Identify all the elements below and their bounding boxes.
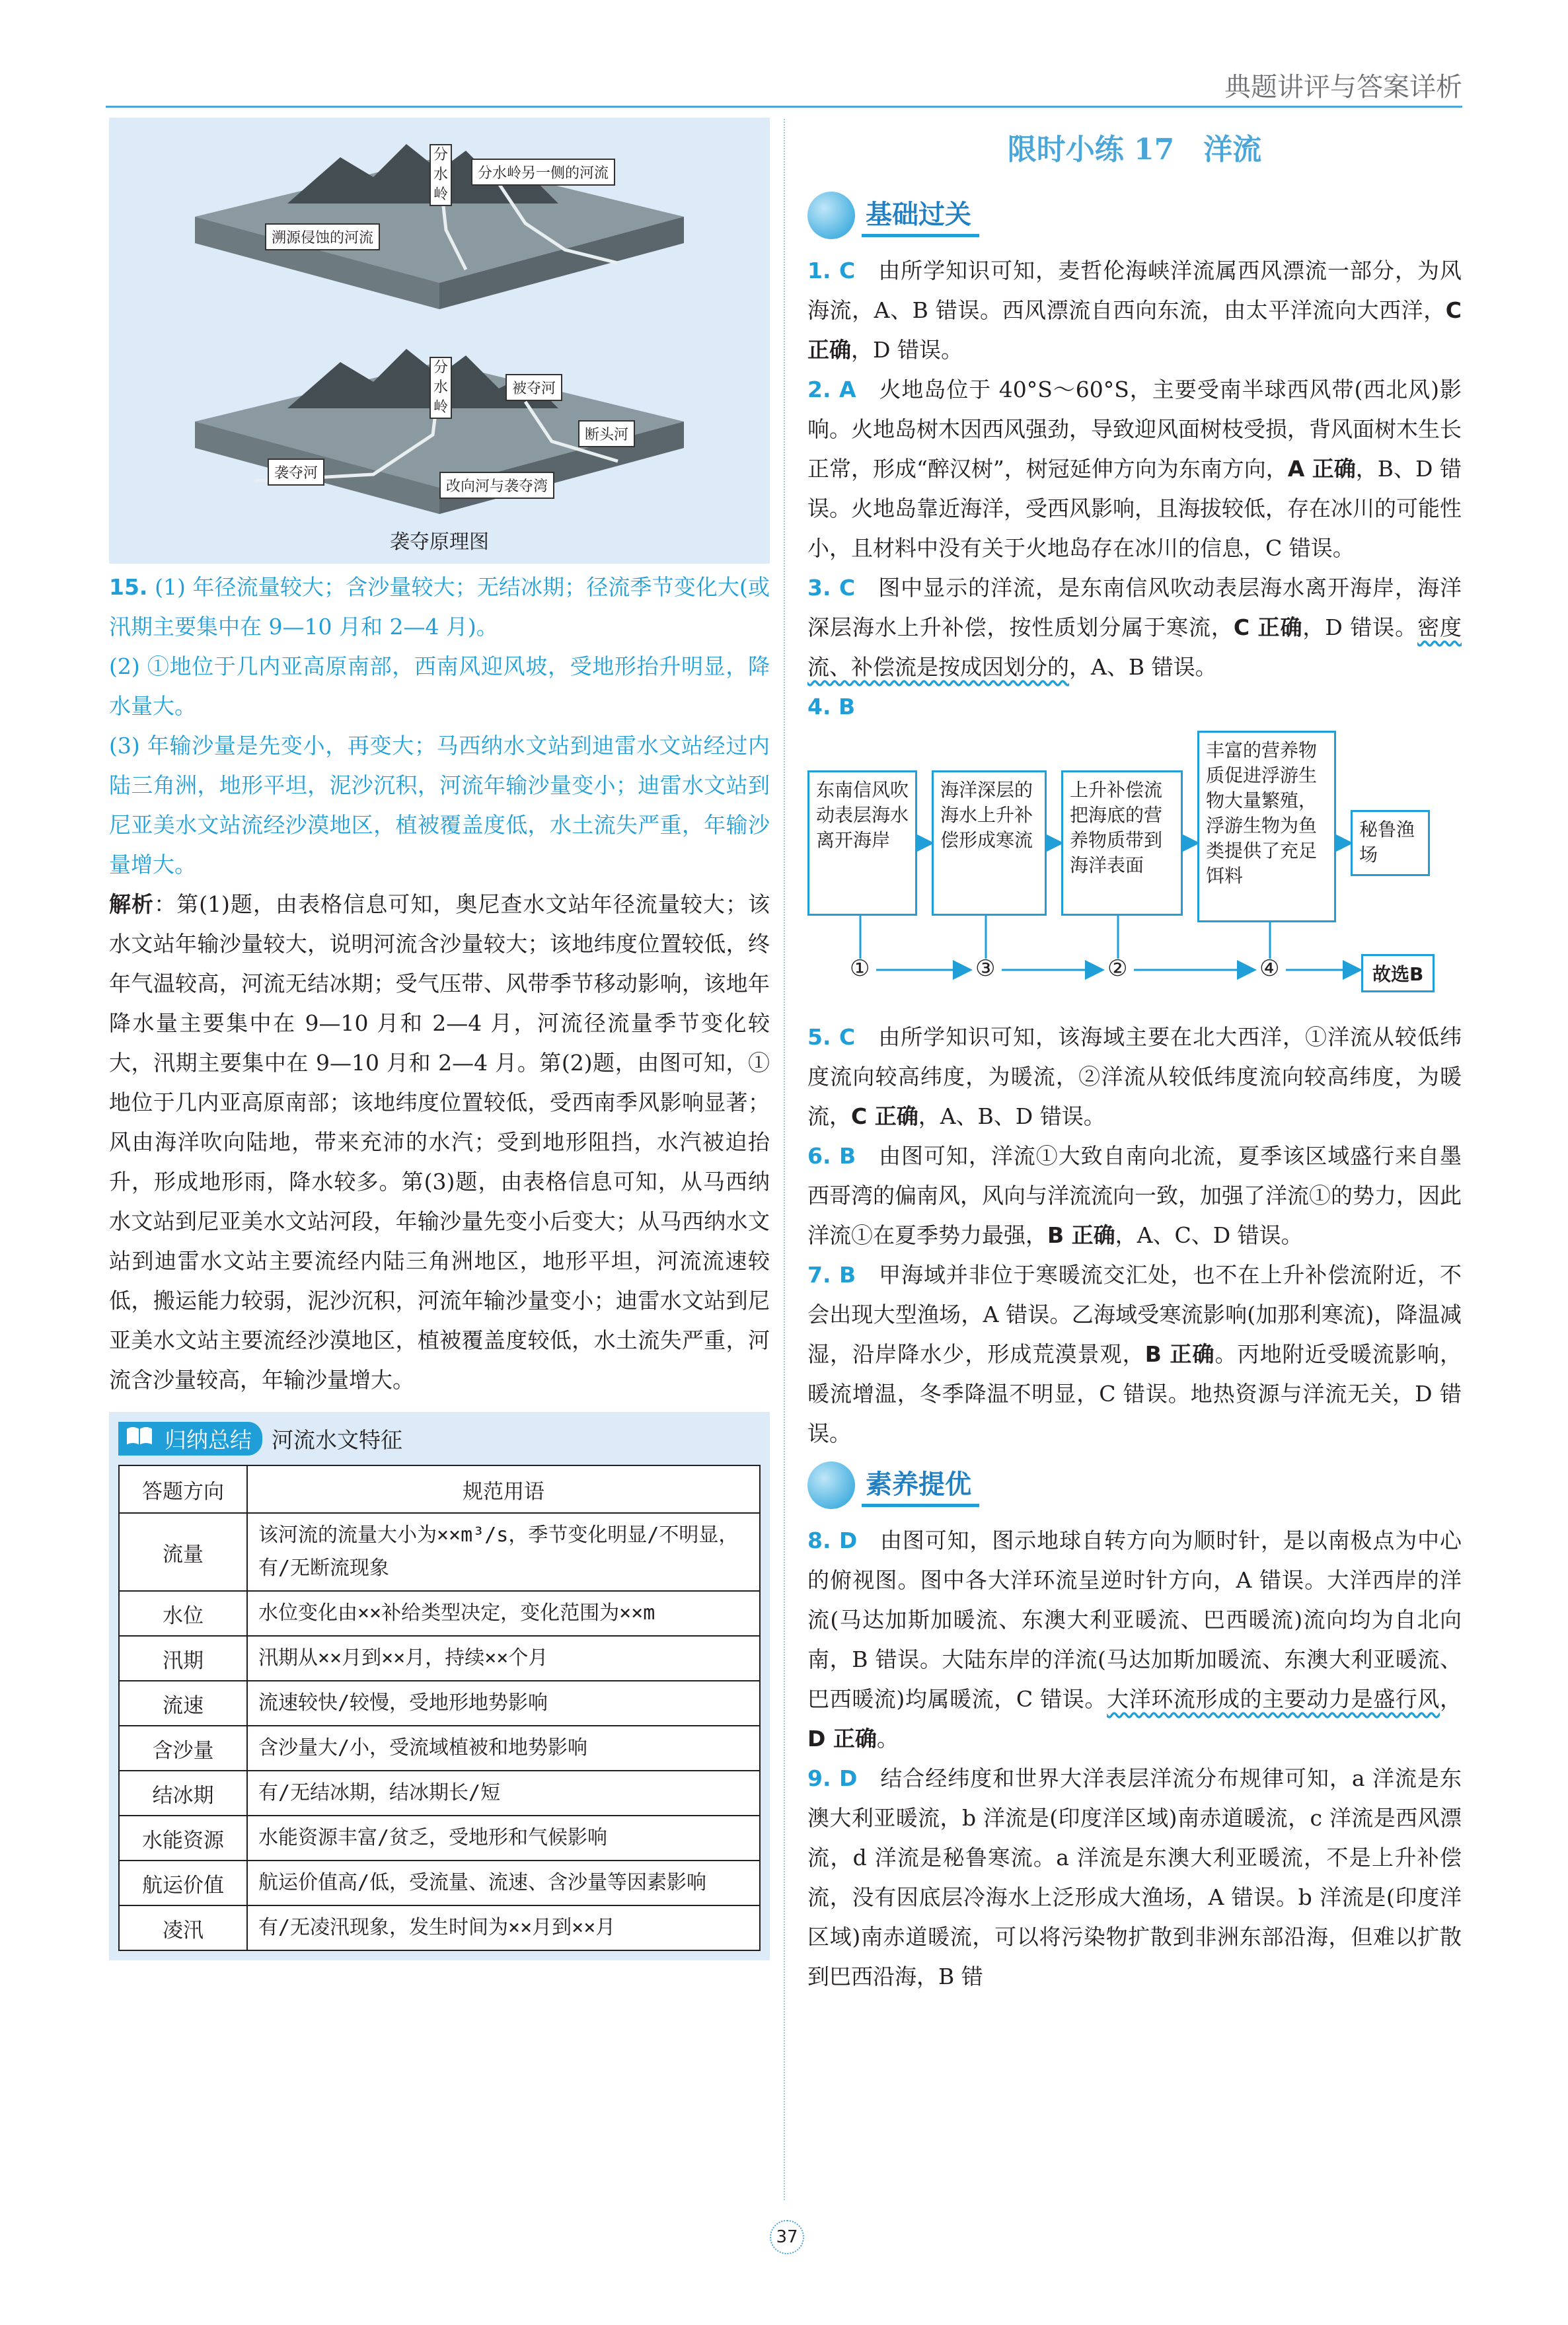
- table-cell-direction: 航运价值: [119, 1861, 247, 1905]
- table-cell-direction: 凌汛: [119, 1905, 247, 1950]
- flow-answer: 故选B: [1361, 954, 1435, 992]
- header-rule: [106, 106, 1462, 108]
- book-icon: [124, 1424, 155, 1448]
- table-cell-direction: 含沙量: [119, 1726, 247, 1771]
- summary-box: [109, 1412, 770, 1960]
- graduation-globe-icon: [807, 1461, 855, 1509]
- answer-4: 4. B: [807, 694, 856, 720]
- table-header-direction: 答题方向: [119, 1465, 247, 1513]
- summary-title: 河流水文特征: [272, 1426, 402, 1453]
- table-row: [119, 1816, 760, 1861]
- flow-num-3: ③: [975, 955, 996, 982]
- table-cell-term: 有/无凌汛现象，发生时间为××月到××月: [247, 1905, 760, 1950]
- table-cell-direction: 汛期: [119, 1636, 247, 1681]
- answer-1: 1. C 由所学知识可知，麦哲伦海峡洋流属西风漂流一部分，为风海流，A、B 错误。西风漂流自西向东流，由太平洋流向大西洋，C 正确，D 错误。: [807, 258, 1462, 363]
- table-header-term: 规范用语: [247, 1465, 760, 1513]
- table-cell-direction: 流量: [119, 1513, 247, 1591]
- column-divider: [784, 119, 785, 2200]
- q15-answer-1: 15. (1) 年径流量较大；含沙量较大；无结冰期；径流季节变化大(或汛期主要集中在 9—10 月和 2—4 月)。: [109, 574, 770, 640]
- label-headward-erosion: 溯源侵蚀的河流: [265, 223, 380, 250]
- block-diagram-before: [155, 131, 724, 309]
- table-cell-term: 有/无结冰期，结冰期长/短: [247, 1771, 760, 1816]
- summary-header: [118, 1419, 761, 1458]
- table-cell-term: 航运价值高/低，受流量、流速、含沙量等因素影响: [247, 1861, 760, 1905]
- table-row: [119, 1861, 760, 1905]
- answer-2: 2. A 火地岛位于 40°S～60°S，主要受南半球西风带(西北风)影响。火地岛树木因西风强劲，导致迎风面树枝受损，背风面树木生长正常，形成“醉汉树”，树冠延伸方向为东南方向，A 正确，B、D 错误。火地岛靠近海洋，受西风影响，且海拔较低，存在冰川的可能性小，且材料中没有关于火地岛存在冰川的信息，C 错误。: [807, 377, 1462, 561]
- flow-step-upwelling: 海洋深层的海水上升补偿形成寒流: [932, 770, 1047, 916]
- q15-answer-3: (3) 年输沙量是先变小，再变大；马西纳水文站到迪雷水文站经过内陆三角洲，地形平坦，泥沙沉积，河流年输沙量变小；迪雷水文站到尼亚美水文站流经沙漠地区，植被覆盖度低，水土流失严重，年输沙量增大。: [109, 733, 770, 877]
- table-row: [119, 1513, 760, 1591]
- flow-diagram: [807, 731, 1462, 1008]
- summary-tag: 归纳总结: [118, 1422, 262, 1456]
- flow-num-1: ①: [850, 955, 870, 982]
- divide-label-bottom: 分 水 岭: [429, 357, 452, 419]
- label-diverted-river: 改向河与袭夺湾: [439, 472, 554, 499]
- answer-7: 7. B 甲海域并非位于寒暖流交汇处，也不在上升补偿流附近，不会出现大型渔场，A 错误。乙海域受寒流影响(加那利寒流)，降温减湿，沿岸降水少，形成荒漠景观，B 正确。丙地附近受暖流影响，暖流增温，冬季降温不明显，C 错误。地热资源与洋流无关，D 错误。: [807, 1262, 1462, 1446]
- table-cell-direction: 水能资源: [119, 1816, 247, 1861]
- running-header: 典题讲评与答案详析: [1224, 72, 1462, 102]
- answer-3: 3. C 图中显示的洋流，是东南信风吹动表层海水离开海岸，海洋深层海水上升补偿，按性质划分属于寒流，C 正确，D 错误。密度流、补偿流是按成因划分的，A、B 错误。: [807, 575, 1462, 680]
- flow-num-2: ②: [1107, 955, 1128, 982]
- left-column: [109, 118, 770, 1960]
- table-row: [119, 1771, 760, 1816]
- exercise-title: 限时小练 17 洋流: [1007, 133, 1262, 166]
- table-cell-direction: 结冰期: [119, 1771, 247, 1816]
- figure-caption: 袭夺原理图: [390, 531, 489, 554]
- table-row: [119, 1636, 760, 1681]
- answer-5: 5. C 由所学知识可知，该海域主要在北大西洋，①洋流从较低纬度流向较高纬度，为暖流，②洋流从较低纬度流向较高纬度，为暖流，C 正确，A、B、D 错误。: [807, 1024, 1462, 1129]
- table-cell-direction: 水位: [119, 1591, 247, 1636]
- table-cell-term: 流速较快/较慢，受地形地势影响: [247, 1681, 760, 1726]
- table-row: [119, 1681, 760, 1726]
- table-cell-term: 含沙量大/小，受流域植被和地势影响: [247, 1726, 760, 1771]
- table-row: [119, 1905, 760, 1950]
- answer-6: 6. B 由图可知，洋流①大致自南向北流，夏季该区域盛行来自墨西哥湾的偏南风，风向与洋流流向一致，加强了洋流①的势力，因此洋流①在夏季势力最强，B 正确，A、C、D 错误。: [807, 1143, 1462, 1248]
- q15-answer-2: (2) ①地位于几内亚高原南部，西南风迎风坡，受地形抬升明显，降水量大。: [109, 653, 770, 719]
- section-basic-header: 基础过关: [807, 184, 1462, 247]
- label-beheaded-river: 断头河: [578, 420, 635, 447]
- block-diagram-after: [155, 342, 724, 521]
- table-cell-term: 汛期从××月到××月，持续××个月: [247, 1636, 760, 1681]
- summary-table: [118, 1465, 761, 1951]
- table-row: [119, 1726, 760, 1771]
- table-cell-direction: 流速: [119, 1681, 247, 1726]
- table-cell-term: 水能资源丰富/贫乏，受地形和气候影响: [247, 1816, 760, 1861]
- summary-table-body: [119, 1513, 760, 1950]
- flow-step-fishery: 秘鲁渔场: [1351, 810, 1430, 876]
- label-other-side-river: 分水岭另一侧的河流: [471, 159, 615, 186]
- label-capturing-river: 袭夺河: [268, 459, 324, 486]
- flow-num-4: ④: [1259, 955, 1280, 982]
- answer-9: 9. D 结合经纬度和世界大洋表层洋流分布规律可知，a 洋流是东澳大利亚暖流，b 洋流是(印度洋区域)南赤道暖流，c 洋流是西风漂流，d 洋流是秘鲁寒流。a 洋流是东澳大利亚暖流，不是上升补偿流，没有因底层冷海水上泛形成大渔场，A 错误。b 洋流是(印度洋区域)南赤道暖流，可以将污染物扩散到非洲东部沿海，但难以扩散到巴西沿海，B 错: [807, 1765, 1462, 1989]
- section-advanced-header: 素养提优: [807, 1454, 1462, 1517]
- table-cell-term: 水位变化由××补给类型决定，变化范围为××m: [247, 1591, 760, 1636]
- flow-step-nutrients: 上升补偿流把海底的营养物质带到海洋表面: [1061, 770, 1183, 916]
- answer-8: 8. D 由图可知，图示地球自转方向为顺时针，是以南极点为中心的俯视图。图中各大洋环流呈逆时针方向，A 错误。大洋西岸的洋流(马达加斯加暖流、东澳大利亚暖流、巴西暖流)流向均为自北向南，B 错误。大陆东岸的洋流(马达加斯加暖流、东澳大利亚暖流、巴西暖流)均属暖流，C 错误。大洋环流形成的主要动力是盛行风，D 正确。: [807, 1528, 1462, 1752]
- divide-label-top: 分 水 岭: [429, 144, 452, 206]
- page-number: 37: [770, 2220, 804, 2254]
- label-captured-river: 被夺河: [505, 374, 562, 401]
- table-row: [119, 1591, 760, 1636]
- right-column: [807, 126, 1462, 1997]
- flow-step-wind: 东南信风吹动表层海水离开海岸: [807, 770, 917, 916]
- globe-icon: [807, 192, 855, 239]
- table-cell-term: 该河流的流量大小为××m³/s，季节变化明显/不明显，有/无断流现象: [247, 1513, 760, 1591]
- capture-figure: [109, 118, 770, 564]
- flow-step-plankton: 丰富的营养物质促进浮游生物大量繁殖，浮游生物为鱼类提供了充足饵料: [1197, 731, 1336, 922]
- q15-analysis: 解析：第(1)题，由表格信息可知，奥尼查水文站年径流量较大；该水文站年输沙量较大，说明河流含沙量较大；该地纬度位置较低，终年气温较高，河流无结冰期；受气压带、风带季节移动影响，该地年降水量主要集中在 9—10 月和 2—4 月，河流径流量季节变化较大，汛期主要集中在 9—10 月和 2—4 月。第(2)题，由图可知，①地位于几内亚高原南部；该地纬度位置较低，受西南季风影响显著；风由海洋吹向陆地，带来充沛的水汽；受到地形阻挡，水汽被迫抬升，形成地形雨，降水较多。第(3)题，由表格信息可知，从马西纳水文站到尼亚美水文站河段，年输沙量先变小后变大；从马西纳水文站到迪雷水文站主要流经内陆三角洲地区，地形平坦，河流流速较低，搬运能力较弱，泥沙沉积，河流年输沙量变小；迪雷水文站到尼亚美水文站主要流经沙漠地区，植被覆盖度较低，水土流失严重，河流含沙量较高，年输沙量增大。: [109, 891, 770, 1393]
